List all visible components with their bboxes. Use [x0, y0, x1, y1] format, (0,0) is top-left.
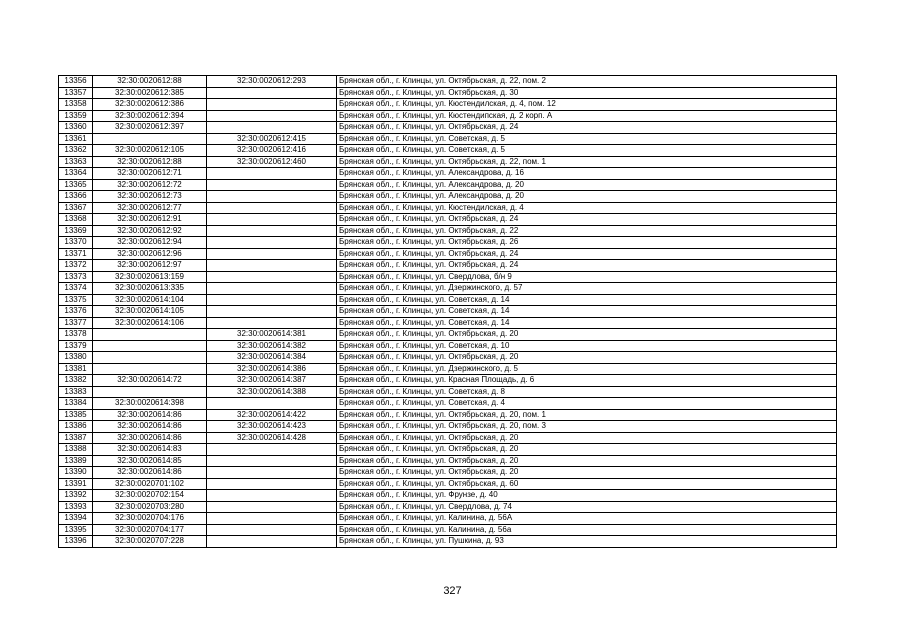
cadastral-number-cell: 32:30:0020704:177: [93, 524, 207, 536]
row-number-cell: 13391: [59, 478, 93, 490]
address-cell: Брянская обл., г. Клинцы, ул. Октябрьская, д. 20: [337, 467, 837, 479]
address-cell: Брянская обл., г. Клинцы, ул. Октябрьская, д. 30: [337, 87, 837, 99]
row-number-cell: 13387: [59, 432, 93, 444]
cadastral-number-cell: 32:30:0020612:385: [93, 87, 207, 99]
row-number-cell: 13366: [59, 191, 93, 203]
cadastral-number-cell: 32:30:0020614:83: [93, 444, 207, 456]
cadastral-number-cell: [93, 386, 207, 398]
object-number-cell: [207, 202, 337, 214]
table-row: [59, 340, 837, 352]
object-number-cell: 32:30:0020614:382: [207, 340, 337, 352]
cadastral-number-cell: 32:30:0020612:97: [93, 260, 207, 272]
table-row: [59, 225, 837, 237]
object-number-cell: [207, 501, 337, 513]
object-number-cell: [207, 398, 337, 410]
address-cell: Брянская обл., г. Клинцы, ул. Советская, д. 10: [337, 340, 837, 352]
object-number-cell: [207, 271, 337, 283]
row-number-cell: 13382: [59, 375, 93, 387]
table-row: [59, 283, 837, 295]
address-cell: Брянская обл., г. Клинцы, ул. Октябрьская, д. 22, пом. 1: [337, 156, 837, 168]
row-number-cell: 13384: [59, 398, 93, 410]
address-cell: Брянская обл., г. Клинцы, ул. Калинина, д. 56а: [337, 524, 837, 536]
table-row: [59, 306, 837, 318]
table-row: [59, 317, 837, 329]
row-number-cell: 13394: [59, 513, 93, 525]
object-number-cell: [207, 248, 337, 260]
address-cell: Брянская обл., г. Клинцы, ул. Советская, д. 8: [337, 386, 837, 398]
row-number-cell: 13364: [59, 168, 93, 180]
cadastral-number-cell: 32:30:0020614:106: [93, 317, 207, 329]
object-number-cell: [207, 536, 337, 548]
address-cell: Брянская обл., г. Клинцы, ул. Александрова, д. 20: [337, 179, 837, 191]
address-cell: Брянская обл., г. Клинцы, ул. Пушкина, д. 93: [337, 536, 837, 548]
address-cell: Брянская обл., г. Клинцы, ул. Кюстендилская, д. 4: [337, 202, 837, 214]
object-number-cell: [207, 317, 337, 329]
row-number-cell: 13377: [59, 317, 93, 329]
table-row: [59, 237, 837, 249]
cadastral-number-cell: 32:30:0020612:105: [93, 145, 207, 157]
object-number-cell: 32:30:0020614:388: [207, 386, 337, 398]
row-number-cell: 13390: [59, 467, 93, 479]
object-number-cell: [207, 513, 337, 525]
row-number-cell: 13363: [59, 156, 93, 168]
object-number-cell: 32:30:0020614:384: [207, 352, 337, 364]
object-number-cell: 32:30:0020614:422: [207, 409, 337, 421]
address-cell: Брянская обл., г. Клинцы, ул. Октябрьская, д. 20: [337, 352, 837, 364]
row-number-cell: 13371: [59, 248, 93, 260]
table-row: [59, 363, 837, 375]
address-cell: Брянская обл., г. Клинцы, ул. Октябрьская, д. 20, пом. 3: [337, 421, 837, 433]
cadastral-number-cell: 32:30:0020612:71: [93, 168, 207, 180]
table-row: [59, 513, 837, 525]
table-row: [59, 524, 837, 536]
table-row: [59, 156, 837, 168]
address-cell: Брянская обл., г. Клинцы, ул. Красная Площадь, д. 6: [337, 375, 837, 387]
object-number-cell: [207, 260, 337, 272]
address-cell: Брянская обл., г. Клинцы, ул. Кюстендилская, д. 4, пом. 12: [337, 99, 837, 111]
object-number-cell: 32:30:0020614:387: [207, 375, 337, 387]
row-number-cell: 13380: [59, 352, 93, 364]
row-number-cell: 13369: [59, 225, 93, 237]
table-row: [59, 271, 837, 283]
address-cell: Брянская обл., г. Клинцы, ул. Калинина, д. 56А: [337, 513, 837, 525]
object-number-cell: [207, 168, 337, 180]
object-number-cell: [207, 110, 337, 122]
address-cell: Брянская обл., г. Клинцы, ул. Октябрьская, д. 26: [337, 237, 837, 249]
cadastral-number-cell: 32:30:0020614:72: [93, 375, 207, 387]
address-cell: Брянская обл., г. Клинцы, ул. Советская, д. 5: [337, 133, 837, 145]
cadastral-number-cell: 32:30:0020701:102: [93, 478, 207, 490]
table-row: [59, 87, 837, 99]
address-cell: Брянская обл., г. Клинцы, ул. Октябрьская, д. 20: [337, 432, 837, 444]
cadastral-number-cell: 32:30:0020614:398: [93, 398, 207, 410]
cadastral-number-cell: 32:30:0020612:94: [93, 237, 207, 249]
object-number-cell: [207, 524, 337, 536]
cadastral-number-cell: 32:30:0020614:86: [93, 432, 207, 444]
row-number-cell: 13372: [59, 260, 93, 272]
address-cell: Брянская обл., г. Клинцы, ул. Октябрьская, д. 24: [337, 248, 837, 260]
table-row: [59, 329, 837, 341]
registry-table: [58, 75, 837, 548]
table-row: [59, 490, 837, 502]
object-number-cell: [207, 306, 337, 318]
cadastral-number-cell: 32:30:0020614:86: [93, 409, 207, 421]
table-row: [59, 501, 837, 513]
cadastral-number-cell: 32:30:0020614:85: [93, 455, 207, 467]
table-row: [59, 455, 837, 467]
cadastral-number-cell: [93, 352, 207, 364]
row-number-cell: 13374: [59, 283, 93, 295]
row-number-cell: 13365: [59, 179, 93, 191]
address-cell: Брянская обл., г. Клинцы, ул. Дзержинского, д. 5: [337, 363, 837, 375]
cadastral-number-cell: 32:30:0020612:394: [93, 110, 207, 122]
object-number-cell: [207, 191, 337, 203]
row-number-cell: 13392: [59, 490, 93, 502]
table-row: [59, 398, 837, 410]
table-row: [59, 202, 837, 214]
cadastral-number-cell: 32:30:0020612:91: [93, 214, 207, 226]
table-row: [59, 122, 837, 134]
row-number-cell: 13358: [59, 99, 93, 111]
object-number-cell: 32:30:0020614:423: [207, 421, 337, 433]
cadastral-number-cell: 32:30:0020612:77: [93, 202, 207, 214]
cadastral-number-cell: [93, 363, 207, 375]
cadastral-number-cell: 32:30:0020613:159: [93, 271, 207, 283]
object-number-cell: 32:30:0020614:428: [207, 432, 337, 444]
row-number-cell: 13368: [59, 214, 93, 226]
address-cell: Брянская обл., г. Клинцы, ул. Октябрьская, д. 22, пом. 2: [337, 76, 837, 88]
table-row: [59, 444, 837, 456]
row-number-cell: 13367: [59, 202, 93, 214]
table-row: [59, 179, 837, 191]
table-row: [59, 248, 837, 260]
object-number-cell: [207, 294, 337, 306]
table-row: [59, 260, 837, 272]
object-number-cell: 32:30:0020614:386: [207, 363, 337, 375]
row-number-cell: 13357: [59, 87, 93, 99]
table-row: [59, 145, 837, 157]
cadastral-number-cell: 32:30:0020612:96: [93, 248, 207, 260]
table-row: [59, 99, 837, 111]
address-cell: Брянская обл., г. Клинцы, ул. Советская, д. 14: [337, 317, 837, 329]
cadastral-number-cell: [93, 329, 207, 341]
object-number-cell: [207, 455, 337, 467]
object-number-cell: [207, 478, 337, 490]
row-number-cell: 13388: [59, 444, 93, 456]
address-cell: Брянская обл., г. Клинцы, ул. Советская, д. 14: [337, 306, 837, 318]
cadastral-number-cell: [93, 340, 207, 352]
cadastral-number-cell: 32:30:0020614:86: [93, 421, 207, 433]
cadastral-number-cell: 32:30:0020613:335: [93, 283, 207, 295]
row-number-cell: 13385: [59, 409, 93, 421]
object-number-cell: 32:30:0020612:416: [207, 145, 337, 157]
address-cell: Брянская обл., г. Клинцы, ул. Советская, д. 5: [337, 145, 837, 157]
address-cell: Брянская обл., г. Клинцы, ул. Свердлова, д. 74: [337, 501, 837, 513]
address-cell: Брянская обл., г. Клинцы, ул. Дзержинского, д. 57: [337, 283, 837, 295]
row-number-cell: 13383: [59, 386, 93, 398]
row-number-cell: 13375: [59, 294, 93, 306]
table-row: [59, 467, 837, 479]
cadastral-number-cell: 32:30:0020707:228: [93, 536, 207, 548]
address-cell: Брянская обл., г. Клинцы, ул. Фрунзе, д. 40: [337, 490, 837, 502]
cadastral-number-cell: 32:30:0020612:73: [93, 191, 207, 203]
address-cell: Брянская обл., г. Клинцы, ул. Октябрьская, д. 20: [337, 329, 837, 341]
object-number-cell: [207, 179, 337, 191]
address-cell: Брянская обл., г. Клинцы, ул. Свердлова, б/н 9: [337, 271, 837, 283]
object-number-cell: [207, 214, 337, 226]
cadastral-number-cell: 32:30:0020612:386: [93, 99, 207, 111]
address-cell: Брянская обл., г. Клинцы, ул. Октябрьская, д. 24: [337, 260, 837, 272]
row-number-cell: 13381: [59, 363, 93, 375]
cadastral-number-cell: 32:30:0020612:72: [93, 179, 207, 191]
row-number-cell: 13361: [59, 133, 93, 145]
object-number-cell: [207, 467, 337, 479]
table-row: [59, 478, 837, 490]
table-row: [59, 214, 837, 226]
object-number-cell: 32:30:0020612:460: [207, 156, 337, 168]
table-row: [59, 375, 837, 387]
table-row: [59, 168, 837, 180]
row-number-cell: 13386: [59, 421, 93, 433]
address-cell: Брянская обл., г. Клинцы, ул. Октябрьская, д. 20: [337, 444, 837, 456]
object-number-cell: [207, 87, 337, 99]
cadastral-number-cell: 32:30:0020702:154: [93, 490, 207, 502]
row-number-cell: 13378: [59, 329, 93, 341]
address-cell: Брянская обл., г. Клинцы, ул. Александрова, д. 16: [337, 168, 837, 180]
row-number-cell: 13395: [59, 524, 93, 536]
cadastral-number-cell: 32:30:0020612:92: [93, 225, 207, 237]
table-row: [59, 133, 837, 145]
cadastral-number-cell: 32:30:0020612:88: [93, 76, 207, 88]
object-number-cell: 32:30:0020614:381: [207, 329, 337, 341]
row-number-cell: 13379: [59, 340, 93, 352]
address-cell: Брянская обл., г. Клинцы, ул. Советская, д. 14: [337, 294, 837, 306]
address-cell: Брянская обл., г. Клинцы, ул. Александрова, д. 20: [337, 191, 837, 203]
address-cell: Брянская обл., г. Клинцы, ул. Октябрьская, д. 22: [337, 225, 837, 237]
cadastral-number-cell: 32:30:0020614:105: [93, 306, 207, 318]
address-cell: Брянская обл., г. Клинцы, ул. Октябрьская, д. 60: [337, 478, 837, 490]
table-row: [59, 352, 837, 364]
object-number-cell: 32:30:0020612:293: [207, 76, 337, 88]
address-cell: Брянская обл., г. Клинцы, ул. Октябрьская, д. 20: [337, 455, 837, 467]
table-row: [59, 294, 837, 306]
cadastral-number-cell: [93, 133, 207, 145]
address-cell: Брянская обл., г. Клинцы, ул. Октябрьская, д. 24: [337, 122, 837, 134]
row-number-cell: 13356: [59, 76, 93, 88]
cadastral-number-cell: 32:30:0020614:86: [93, 467, 207, 479]
object-number-cell: [207, 122, 337, 134]
row-number-cell: 13396: [59, 536, 93, 548]
object-number-cell: [207, 225, 337, 237]
table-row: [59, 536, 837, 548]
table-row: [59, 76, 837, 88]
page-number: 327: [443, 585, 462, 597]
cadastral-number-cell: 32:30:0020614:104: [93, 294, 207, 306]
row-number-cell: 13362: [59, 145, 93, 157]
row-number-cell: 13359: [59, 110, 93, 122]
address-cell: Брянская обл., г. Клинцы, ул. Октябрьская, д. 24: [337, 214, 837, 226]
address-cell: Брянская обл., г. Клинцы, ул. Кюстендипская, д. 2 корп. А: [337, 110, 837, 122]
table-row: [59, 432, 837, 444]
row-number-cell: 13393: [59, 501, 93, 513]
address-cell: Брянская обл., г. Клинцы, ул. Октябрьская, д. 20, пом. 1: [337, 409, 837, 421]
table-row: [59, 191, 837, 203]
object-number-cell: [207, 237, 337, 249]
object-number-cell: [207, 490, 337, 502]
row-number-cell: 13373: [59, 271, 93, 283]
table-row: [59, 110, 837, 122]
cadastral-number-cell: 32:30:0020704:176: [93, 513, 207, 525]
table-row: [59, 409, 837, 421]
row-number-cell: 13360: [59, 122, 93, 134]
table-row: [59, 421, 837, 433]
object-number-cell: [207, 99, 337, 111]
object-number-cell: 32:30:0020612:415: [207, 133, 337, 145]
cadastral-number-cell: 32:30:0020703:280: [93, 501, 207, 513]
address-cell: Брянская обл., г. Клинцы, ул. Советская, д. 4: [337, 398, 837, 410]
cadastral-number-cell: 32:30:0020612:88: [93, 156, 207, 168]
row-number-cell: 13376: [59, 306, 93, 318]
registry-table-body: [59, 76, 837, 548]
row-number-cell: 13389: [59, 455, 93, 467]
row-number-cell: 13370: [59, 237, 93, 249]
object-number-cell: [207, 283, 337, 295]
cadastral-number-cell: 32:30:0020612:397: [93, 122, 207, 134]
table-row: [59, 386, 837, 398]
object-number-cell: [207, 444, 337, 456]
